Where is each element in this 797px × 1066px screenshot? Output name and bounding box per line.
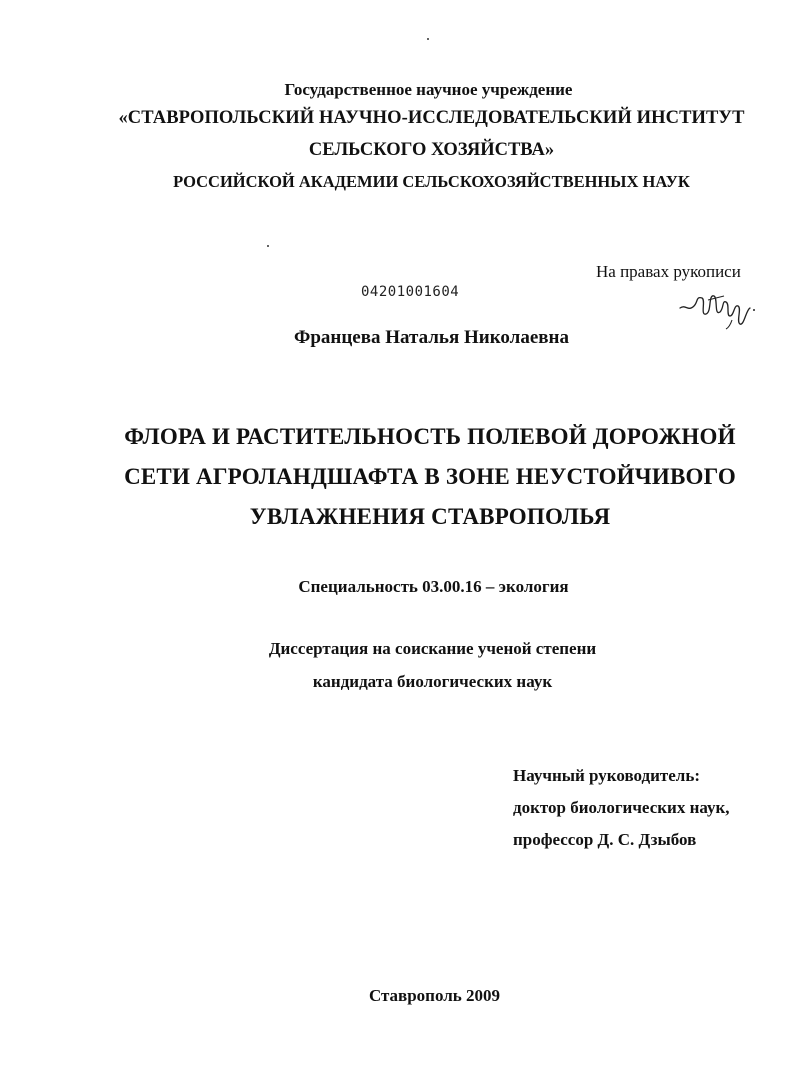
supervisor-name: профессор Д. С. Дзыбов xyxy=(513,830,697,849)
supervisor-degree: доктор биологических наук, xyxy=(513,798,730,817)
institution-type: Государственное научное учреждение xyxy=(284,80,573,99)
dissertation-title-line2: СЕТИ АГРОЛАНДШАФТА В ЗОНЕ НЕУСТОЙЧИВОГО xyxy=(124,464,736,489)
academy-name: РОССИЙСКОЙ АКАДЕМИИ СЕЛЬСКОХОЗЯЙСТВЕННЫХ НАУК xyxy=(173,172,690,191)
institution-name-line2: СЕЛЬСКОГО ХОЗЯЙСТВА» xyxy=(308,140,555,160)
specialty: Специальность 03.00.16 – экология xyxy=(298,577,569,596)
manuscript-rights: На правах рукописи xyxy=(596,262,741,281)
handwritten-signature xyxy=(678,286,758,330)
registration-code: 04201001604 xyxy=(361,284,460,300)
degree-line2: кандидата биологических наук xyxy=(312,672,553,691)
scan-speck xyxy=(267,245,269,247)
degree-line1: Диссертация на соискание ученой степени xyxy=(268,639,597,658)
scan-speck xyxy=(427,38,429,40)
supervisor-label: Научный руководитель: xyxy=(513,766,700,785)
dissertation-title-line1: ФЛОРА И РАСТИТЕЛЬНОСТЬ ПОЛЕВОЙ ДОРОЖНОЙ xyxy=(124,424,736,449)
institution-name-line1: «СТАВРОПОЛЬСКИЙ НАУЧНО-ИССЛЕДОВАТЕЛЬСКИЙ ИНСТИТУТ xyxy=(118,108,745,128)
dissertation-title-line3: УВЛАЖНЕНИЯ СТАВРОПОЛЬЯ xyxy=(249,504,611,529)
city-year: Ставрополь 2009 xyxy=(368,986,501,1005)
author-name: Францева Наталья Николаевна xyxy=(294,327,569,348)
